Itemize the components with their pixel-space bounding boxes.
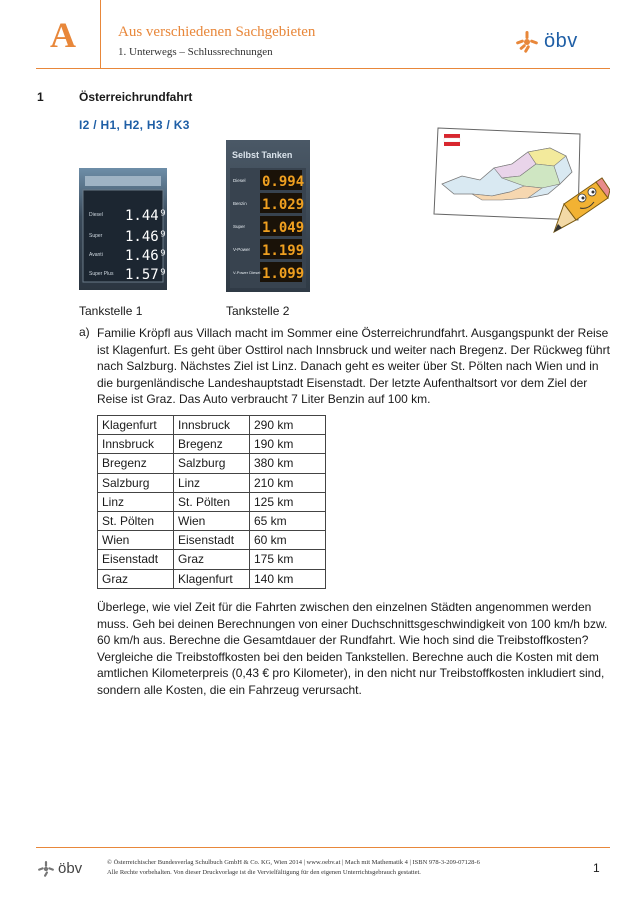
to-city-cell: Eisenstadt — [174, 531, 250, 550]
footer-logo-text: öbv — [58, 860, 83, 877]
price-sign-2 — [226, 140, 310, 292]
competency-codes: I2 / H1, H2, H3 / K3 — [79, 118, 190, 132]
distance-cell: 175 km — [250, 550, 326, 569]
distance-cell: 190 km — [250, 435, 326, 454]
from-city-cell: Wien — [98, 531, 174, 550]
oebv-logo — [516, 30, 578, 53]
table-row — [98, 550, 326, 569]
distance-cell: 380 km — [250, 454, 326, 473]
caption-station-2: Tankstelle 2 — [226, 304, 290, 318]
page-header — [0, 0, 640, 68]
exercise-title: Österreichrundfahrt — [79, 90, 193, 104]
sign2-banner: Selbst Tanken — [232, 150, 293, 160]
table-row — [98, 569, 326, 588]
route-distance-table — [97, 415, 326, 589]
sign1-price-2: 1.46⁹ — [125, 248, 167, 264]
gas-station-2-photo — [226, 140, 310, 292]
sign2-price-3: 1.199 — [262, 243, 305, 259]
to-city-cell: Wien — [174, 511, 250, 530]
to-city-cell: Salzburg — [174, 454, 250, 473]
from-city-cell: Bregenz — [98, 454, 174, 473]
sign2-label-3: V-Power — [233, 247, 251, 252]
sign1-price-0: 1.44⁹ — [125, 208, 167, 224]
distance-cell: 210 km — [250, 473, 326, 492]
to-city-cell: Linz — [174, 473, 250, 492]
price-sign-1 — [79, 168, 167, 290]
map-board — [434, 128, 580, 220]
sign2-price-2: 1.049 — [262, 220, 305, 236]
footer-line-1: © Österreichischer Bundesverlag Schulbuch GmbH & Co. KG, Wien 2014 | www.oebv.at | Mach mit Mathematik 4 | ISBN 978-3-209-07128-6 — [107, 859, 480, 866]
footer-copyright — [107, 858, 567, 877]
sign1-label-2: Avanti — [89, 252, 103, 258]
to-city-cell: Innsbruck — [174, 416, 250, 435]
gas-station-1-photo — [79, 168, 167, 290]
part-a-label: a) — [79, 325, 90, 339]
to-city-cell: Bregenz — [174, 435, 250, 454]
distance-cell: 140 km — [250, 569, 326, 588]
caption-station-1: Tankstelle 1 — [79, 304, 143, 318]
table-row — [98, 492, 326, 511]
distance-cell: 125 km — [250, 492, 326, 511]
oebv-star-icon — [38, 861, 54, 877]
chapter-subtitle: 1. Unterwegs – Schlussrechnungen — [118, 46, 273, 58]
sign1-price-3: 1.57⁹ — [125, 267, 167, 283]
sign2-price-4: 1.099 — [262, 266, 305, 282]
distance-cell: 65 km — [250, 511, 326, 530]
table-row — [98, 435, 326, 454]
table-row — [98, 531, 326, 550]
sign1-label-3: Super Plus — [89, 271, 114, 277]
sign2-price-0: 0.994 — [262, 174, 305, 190]
sign2-price-1: 1.029 — [262, 197, 305, 213]
oebv-star-icon — [516, 31, 538, 53]
sign1-label-0: Diesel — [89, 212, 103, 218]
sign2-label-2: Super — [233, 224, 246, 229]
footer-divider — [36, 847, 610, 848]
to-city-cell: Klagenfurt — [174, 569, 250, 588]
table-row — [98, 473, 326, 492]
footer-line-2: Alle Rechte vorbehalten. Von dieser Druckvorlage ist die Vervielfältigung für den eigenen Unterrichtsgebrauch gestattet. — [107, 868, 421, 876]
table-row — [98, 454, 326, 473]
from-city-cell: Graz — [98, 569, 174, 588]
header-divider — [36, 68, 610, 69]
part-a-question: Überlege, wie viel Zeit für die Fahrten zwischen den einzelnen Städten angenommen werden muss. Geh bei deinen Berechnungen von einer Duchschnittsgeschwindigkeit von 100 km/h bzw. 60 km/h aus. Berechne die Gesamtdauer der Rundfahrt. Wie hoch sind die Treibstoffkosten? Vergleiche die Treibstoffkosten bei den beiden Tankstellen. Berechne auch die Kosten mit dem amtlichen Kilometerpreis (0,43 € pro Kilometer), in den nicht nur Treibstoffkosten inkludiert sind, sondern alle Kosten, die ein Fahrzeug verursacht. — [97, 600, 608, 697]
footer-logo — [38, 860, 82, 877]
from-city-cell: Salzburg — [98, 473, 174, 492]
part-a-text: Familie Kröpfl aus Villach macht im Sommer eine Österreichrundfahrt. Ausgangspunkt der Reise ist Klagenfurt. Es geht über Osttirol nach Innsbruck und weiter nach Bregenz. Der Rückweg führt nach Salzburg. Nächstes Ziel ist Linz. Danach geht es weiter über St. Pölten nach Wien und in die burgenländische Landeshauptstadt Eisenstadt. Der letzte Aufenthaltsort vor dem Ziel der Reise ist Graz. Das Auto verbraucht 7 Liter Benzin auf 100 km. — [97, 326, 610, 407]
from-city-cell: Klagenfurt — [98, 416, 174, 435]
to-city-cell: St. Pölten — [174, 492, 250, 511]
distance-cell: 290 km — [250, 416, 326, 435]
table-row — [98, 416, 326, 435]
from-city-cell: Innsbruck — [98, 435, 174, 454]
sign2-label-4: V-Power Diesel — [233, 270, 261, 275]
section-letter: A — [50, 15, 76, 55]
austria-map-illustration — [432, 124, 610, 264]
sign1-price-1: 1.46⁹ — [125, 229, 167, 245]
from-city-cell: Linz — [98, 492, 174, 511]
sign2-label-0: Diesel — [233, 178, 246, 183]
section-letter-box — [36, 0, 101, 68]
sign1-label-1: Super — [89, 233, 103, 239]
chapter-title: Aus verschiedenen Sachgebieten — [118, 24, 316, 40]
exercise-number: 1 — [37, 90, 44, 104]
to-city-cell: Graz — [174, 550, 250, 569]
table-row — [98, 511, 326, 530]
distance-cell: 60 km — [250, 531, 326, 550]
from-city-cell: Eisenstadt — [98, 550, 174, 569]
logo-text: öbv — [544, 30, 578, 52]
page-number: 1 — [593, 861, 600, 875]
sign2-label-1: Benzin — [233, 201, 247, 206]
from-city-cell: St. Pölten — [98, 511, 174, 530]
